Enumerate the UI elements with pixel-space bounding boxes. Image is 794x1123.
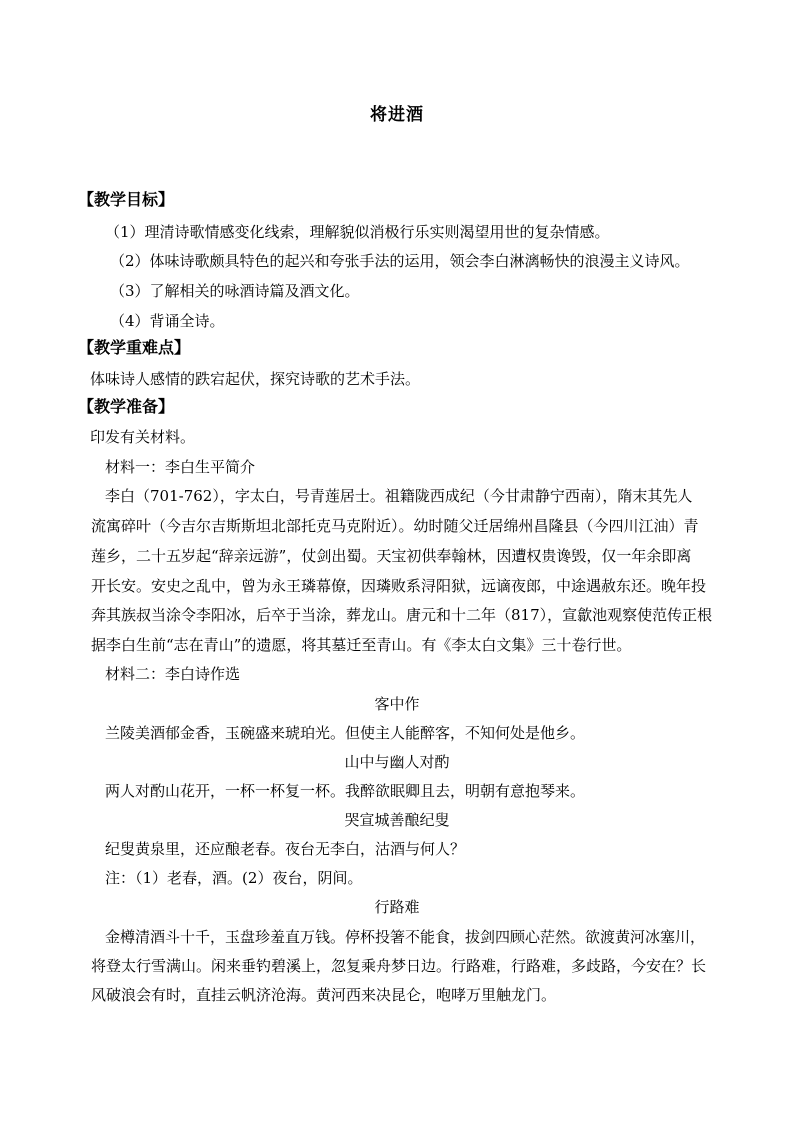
section-heading-key-points: 【教学重难点】 (78, 338, 191, 357)
material-one-label: 材料一：李白生平简介 (105, 458, 256, 476)
bio-line: 奔其族叔当涂令李阳冰，后卒于当涂，葬龙山。唐元和十二年（817），宣歙池观察使范传正根 (91, 606, 713, 624)
poem-title: 行路难 (374, 898, 420, 916)
bio-line: 开长安。安史之乱中，曾为永王璘幕僚，因璘败系浔阳狱，远谪夜郎，中途遇赦东还。晚年投 (91, 577, 707, 595)
poem-title: 山中与幽人对酌 (344, 753, 450, 771)
bio-line: 李白（701-762），字太白，号青莲居士。祖籍陇西成纪（今甘肃静宁西南），隋末其先人 (105, 487, 693, 505)
material-two-label: 材料二：李白诗作选 (105, 665, 241, 683)
goal-item: （1）理清诗歌情感变化线索，理解貌似消极行乐实则渴望用世的复杂情感。 (105, 223, 610, 241)
poem-line: 金樽清酒斗十千，玉盘珍羞直万钱。停杯投箸不能食，拔剑四顾心茫然。欲渡黄河冰塞川， (105, 928, 706, 946)
document-title: 将进酒 (370, 105, 424, 125)
section-heading-goals: 【教学目标】 (78, 190, 175, 209)
preparation-text: 印发有关材料。 (90, 428, 196, 446)
poem-line: 风破浪会有时，直挂云帆济沧海。黄河西来决昆仑，咆哮万里触龙门。 (91, 986, 557, 1004)
poem-note: 注：（1）老春，酒。(2）夜台，阴间。 (105, 869, 363, 887)
poem-text: 两人对酌山花开，一杯一杯复一杯。我醉欲眠卿且去，明朝有意抱琴来。 (105, 782, 586, 800)
poem-text: 兰陵美酒郁金香，玉碗盛来琥珀光。但使主人能醉客，不知何处是他乡。 (105, 724, 586, 742)
bio-line: 据李白生前“志在青山”的遗愿，将其墓迁至青山。有《李太白文集》三十卷行世。 (91, 636, 632, 654)
goal-item: （3）了解相关的咏酒诗篇及酒文化。 (110, 282, 360, 300)
bio-line: 莲乡，二十五岁起“辞亲远游”，仗剑出蜀。天宝初供奉翰林，因遭权贵谗毁，仅一年余即离 (91, 547, 692, 565)
poem-text: 纪叟黄泉里，还应酿老春。夜台无李白，沽酒与何人？ (105, 840, 466, 858)
bio-line: 流寓碎叶（今吉尔吉斯斯坦北部托克马克附近）。幼时随父迁居绵州昌隆县（今四川江油）青 (91, 517, 699, 535)
goal-item: （2）体味诗歌颇具特色的起兴和夸张手法的运用，领会李白淋漓畅快的浪漫主义诗风。 (110, 252, 690, 270)
poem-title: 客中作 (374, 695, 420, 713)
section-heading-preparation: 【教学准备】 (78, 397, 175, 416)
key-points-text: 体味诗人感情的跌宕起伏，探究诗歌的艺术手法。 (90, 370, 421, 388)
poem-line: 将登太行雪满山。闲来垂钓碧溪上，忽复乘舟梦日边。行路难，行路难，多歧路，今安在？长 (91, 957, 707, 975)
goal-item: （4）背诵全诗。 (110, 312, 225, 330)
poem-title: 哭宣城善酿纪叟 (344, 811, 450, 829)
